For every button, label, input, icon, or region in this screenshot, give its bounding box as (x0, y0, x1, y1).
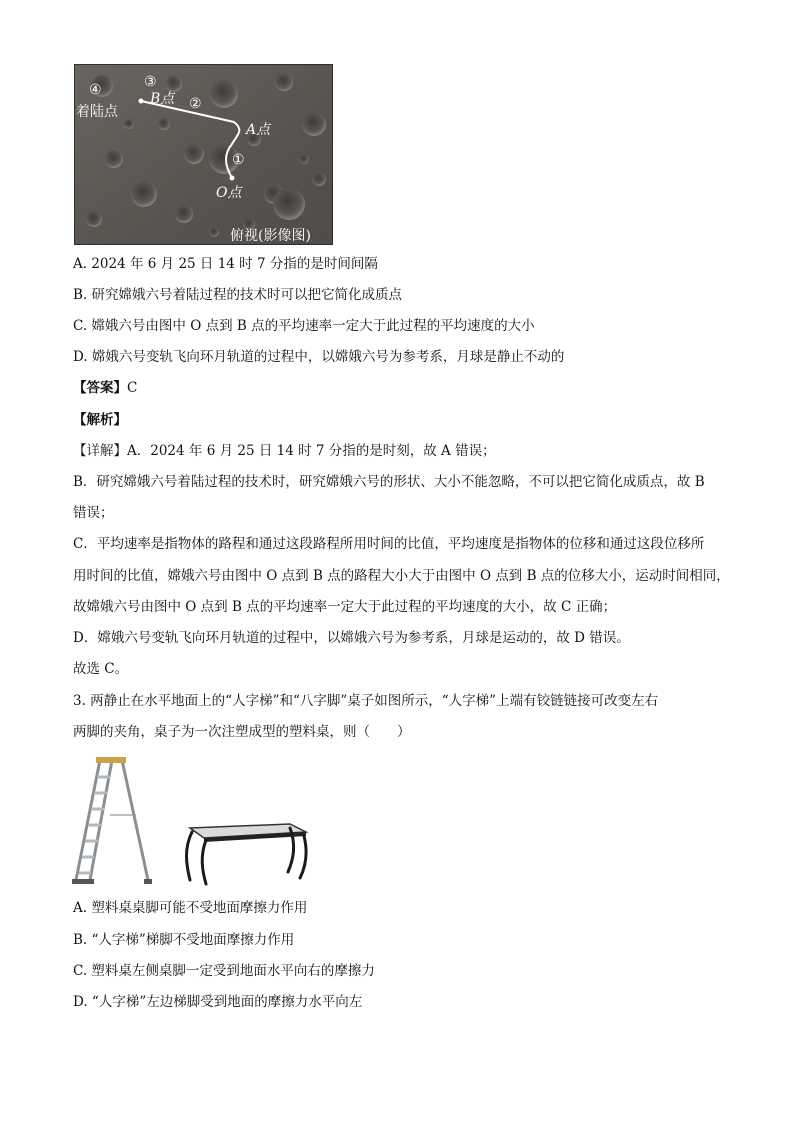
q3-option-a: A. 塑料桌桌脚可能不受地面摩擦力作用 (73, 900, 308, 916)
q3-option-b: B. “人字梯”梯脚不受地面摩擦力作用 (73, 932, 295, 948)
label-point-o: O点 (216, 185, 242, 201)
answer-value: C (127, 380, 138, 396)
detail-line-7: D．嫦娥六号变轨飞向环月轨道的过程中，以嫦娥六号为参考系，月球是运动的，故 D 错误。 (73, 630, 630, 646)
label-landing: 着陆点 (76, 104, 118, 120)
label-point-b: B点 (150, 91, 175, 107)
q3-stem-line-2: 两脚的夹角，桌子为一次注塑成型的塑料桌，则（ ） (73, 724, 411, 740)
label-point2: ② (189, 96, 202, 112)
moon-landing-figure (74, 64, 333, 245)
figure-caption: 俯视(影像图) (230, 228, 311, 244)
q2-option-c: C. 嫦娥六号由图中 O 点到 B 点的平均速率一定大于此过程的平均速度的大小 (73, 318, 535, 334)
plastic-table-figure (180, 818, 310, 888)
detail-line-1: 【详解】A．2024 年 6 月 25 日 14 时 7 分指的是时刻，故 A 错误； (73, 443, 496, 459)
detail-line-6: 故嫦娥六号由图中 O 点到 B 点的平均速率一定大于此过程的平均速度的大小，故 C 正确； (73, 599, 617, 615)
detail-line-8: 故选 C。 (73, 661, 129, 677)
q3-option-c: C. 塑料桌左侧桌脚一定受到地面水平向右的摩擦力 (73, 963, 375, 979)
q3-option-d: D. “人字梯”左边梯脚受到地面的摩擦力水平向左 (73, 994, 363, 1010)
analysis-tag: 【解析】 (73, 412, 127, 428)
label-point1: ① (232, 152, 245, 168)
answer-line (73, 378, 137, 398)
detail-line-2: B．研究嫦娥六号着陆过程的技术时，研究嫦娥六号的形状、大小不能忽略，不可以把它简化成质点，故 B (73, 474, 705, 490)
q2-option-b: B. 研究嫦娥六号着陆过程的技术时可以把它简化成质点 (73, 287, 403, 303)
label-point3: ③ (144, 74, 157, 90)
point-o-marker (230, 176, 235, 181)
point-b-marker (139, 99, 144, 104)
detail-line-5: 用时间的比值，嫦娥六号由图中 O 点到 B 点的路程大小大于由图中 O 点到 B 点的位移大小，运动时间相同， (73, 568, 730, 584)
ladder-figure (70, 755, 156, 885)
label-point-a: A点 (246, 122, 271, 138)
label-point4: ④ (89, 82, 102, 98)
answer-tag: 【答案】 (73, 380, 127, 396)
q3-stem-line-1: 3. 两静止在水平地面上的“人字梯”和“八字脚”桌子如图所示，“人字梯”上端有铰链链接可改变左右 (73, 693, 659, 709)
q2-option-d: D. 嫦娥六号变轨飞向环月轨道的过程中，以嫦娥六号为参考系，月球是静止不动的 (73, 349, 565, 365)
detail-line-4: C．平均速率是指物体的路程和通过这段路程所用时间的比值，平均速度是指物体的位移和通过这段位移所 (73, 536, 705, 552)
q2-option-a: A. 2024 年 6 月 25 日 14 时 7 分指的是时间间隔 (73, 256, 378, 272)
detail-line-3: 错误； (73, 505, 114, 521)
